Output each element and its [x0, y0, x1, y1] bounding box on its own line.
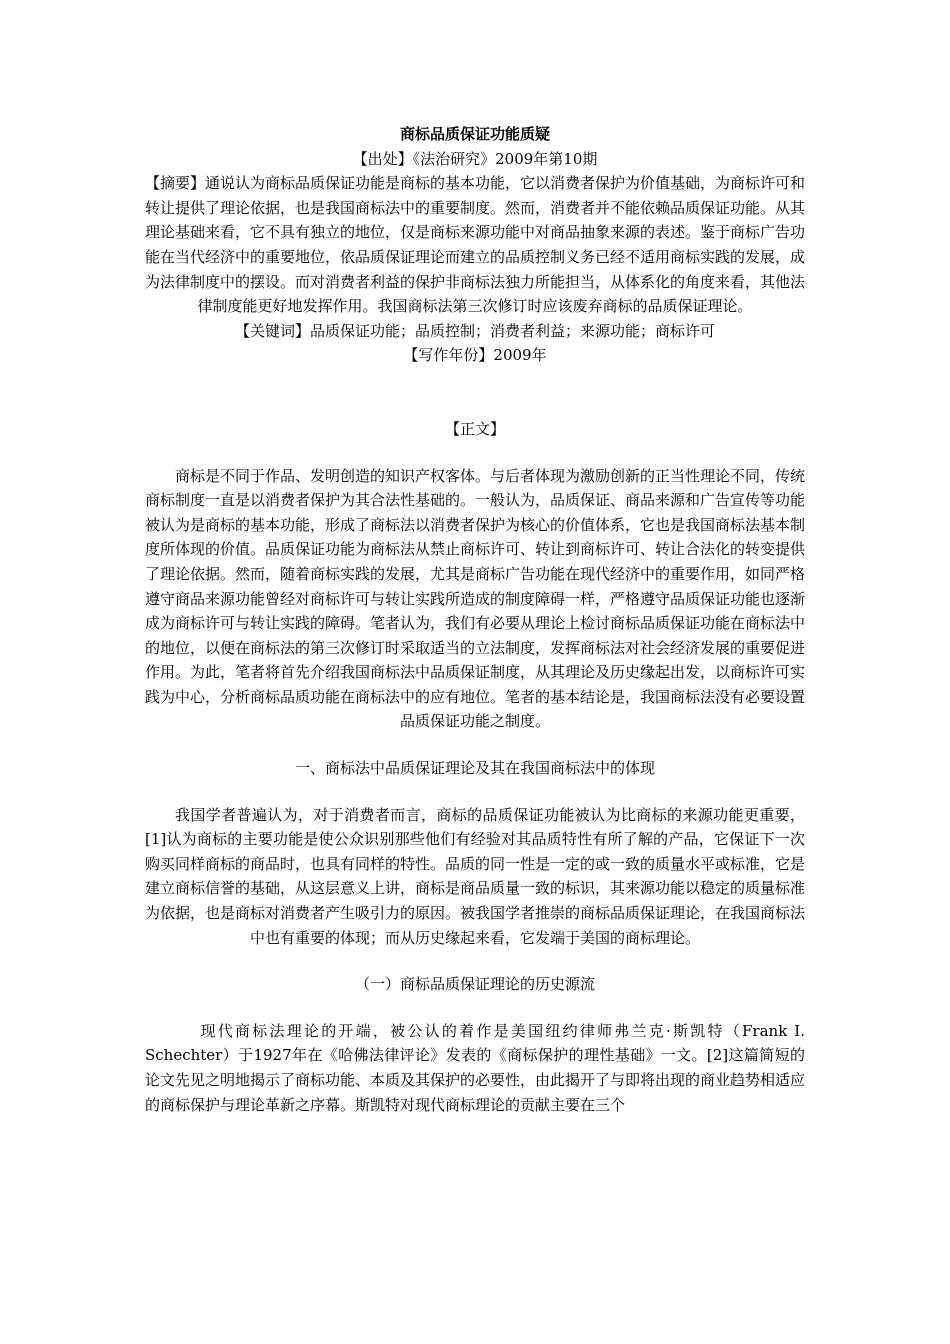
subsection-paragraph: 现代商标法理论的开端，被公认的着作是美国纽约律师弗兰克·斯凯特（Frank I. Schechter）于1927年在《哈佛法律评论》发表的《商标保护的理性基础》一文。[2]这篇简短的论文先见之明地揭示了商标功能、本质及其保护的必要性，由此揭开了与即将出现的商业趋势相适应的商标保护与理论革新之序幕。斯凯特对现代商标理论的贡献主要在三个	[145, 1021, 806, 1114]
spacer	[145, 781, 805, 803]
spacer	[145, 368, 805, 417]
article-source: 【出处】《法治研究》2009年第10期	[352, 149, 598, 168]
intro-paragraph: 商标是不同于作品、发明创造的知识产权客体。与后者体现为激励创新的正当性理论不同，传统商标制度一直是以消费者保护为其合法性基础的。一般认为，品质保证、商品来源和广告宣传等功能被认为是商标的基本功能，形成了商标法以消费者保护为核心的价值体系，它也是我国商标法基本制度所体现的价值。品质保证功能为商标法从禁止商标许可、转让到商标许可、转让合法化的转变提供了理论依据。然而，随着商标实践的发展，尤其是商标广告功能在现代经济中的重要作用，如同严格遵守商品来源功能曾经对商标许可与转让实践所造成的制度障碍一样，严格遵守品质保证功能也逐渐成为商标许可与转让实践的障碍。笔者认为，我们有必要从理论上检讨商标品质保证功能在商标法中的地位，以便在商标法的第三次修订时采取适当的立法制度，发挥商标法对社会经济发展的重要促进作用。为此，笔者将首先介绍我国商标法中品质保证制度，从其理论及历史缘起出发，以商标许可实践为中心，分析商标品质功能在商标法中的应有地位。笔者的基本结论是，我国商标法没有必要设置品质保证功能之制度。	[145, 466, 806, 731]
spacer	[145, 734, 805, 756]
spacer	[145, 442, 805, 464]
section-heading: 一、商标法中品质保证理论及其在我国商标法中的体现	[294, 759, 655, 778]
document-page	[145, 122, 805, 1117]
article-year: 【写作年份】2009年	[403, 346, 547, 365]
section-paragraph: 我国学者普遍认为，对于消费者而言，商标的品质保证功能被认为比商标的来源功能更重要，[1]认为商标的主要功能是使公众识别那些他们有经验对其品质特性有所了解的产品，它保证下一次购买同样商标的商品时，也具有同样的特性。品质的同一性是一定的或一致的质量水平或标准，它是建立商标信誉的基础，从这层意义上讲，商标是商品质量一致的标识，其来源功能以稳定的质量标准为依据，也是商标对消费者产生吸引力的原因。被我国学者推崇的商标品质保证理论，在我国商标法中也有重要的体现；而从历史缘起来看，它发端于美国的商标理论。	[145, 805, 806, 947]
article-abstract: 【摘要】通说认为商标品质保证功能是商标的基本功能，它以消费者保护为价值基础，为商标许可和转让提供了理论依据，也是我国商标法中的重要制度。然而，消费者并不能依赖品质保证功能。从其理论基础来看，它不具有独立的地位，仅是商标来源功能中对商品抽象来源的表述。鉴于商标广告功能在当代经济中的重要地位，依品质保证理论而建立的品质控制义务已经不适用商标实践的发展，成为法律制度中的摆设。而对消费者利益的保护非商标法独力所能担当，从体系化的角度来看，其他法律制度能更好地发挥作用。我国商标法第三次修订时应该废弃商标的品质保证理论。	[145, 174, 806, 316]
article-title: 商标品质保证功能质疑	[399, 125, 550, 143]
article-keywords: 【关键词】品质保证功能；品质控制；消费者利益；来源功能；商标许可	[234, 321, 715, 340]
subsection-heading: （一）商标品质保证理论的历史源流	[354, 975, 595, 994]
body-heading: 【正文】	[444, 419, 505, 438]
spacer	[145, 997, 805, 1019]
spacer	[145, 950, 805, 972]
